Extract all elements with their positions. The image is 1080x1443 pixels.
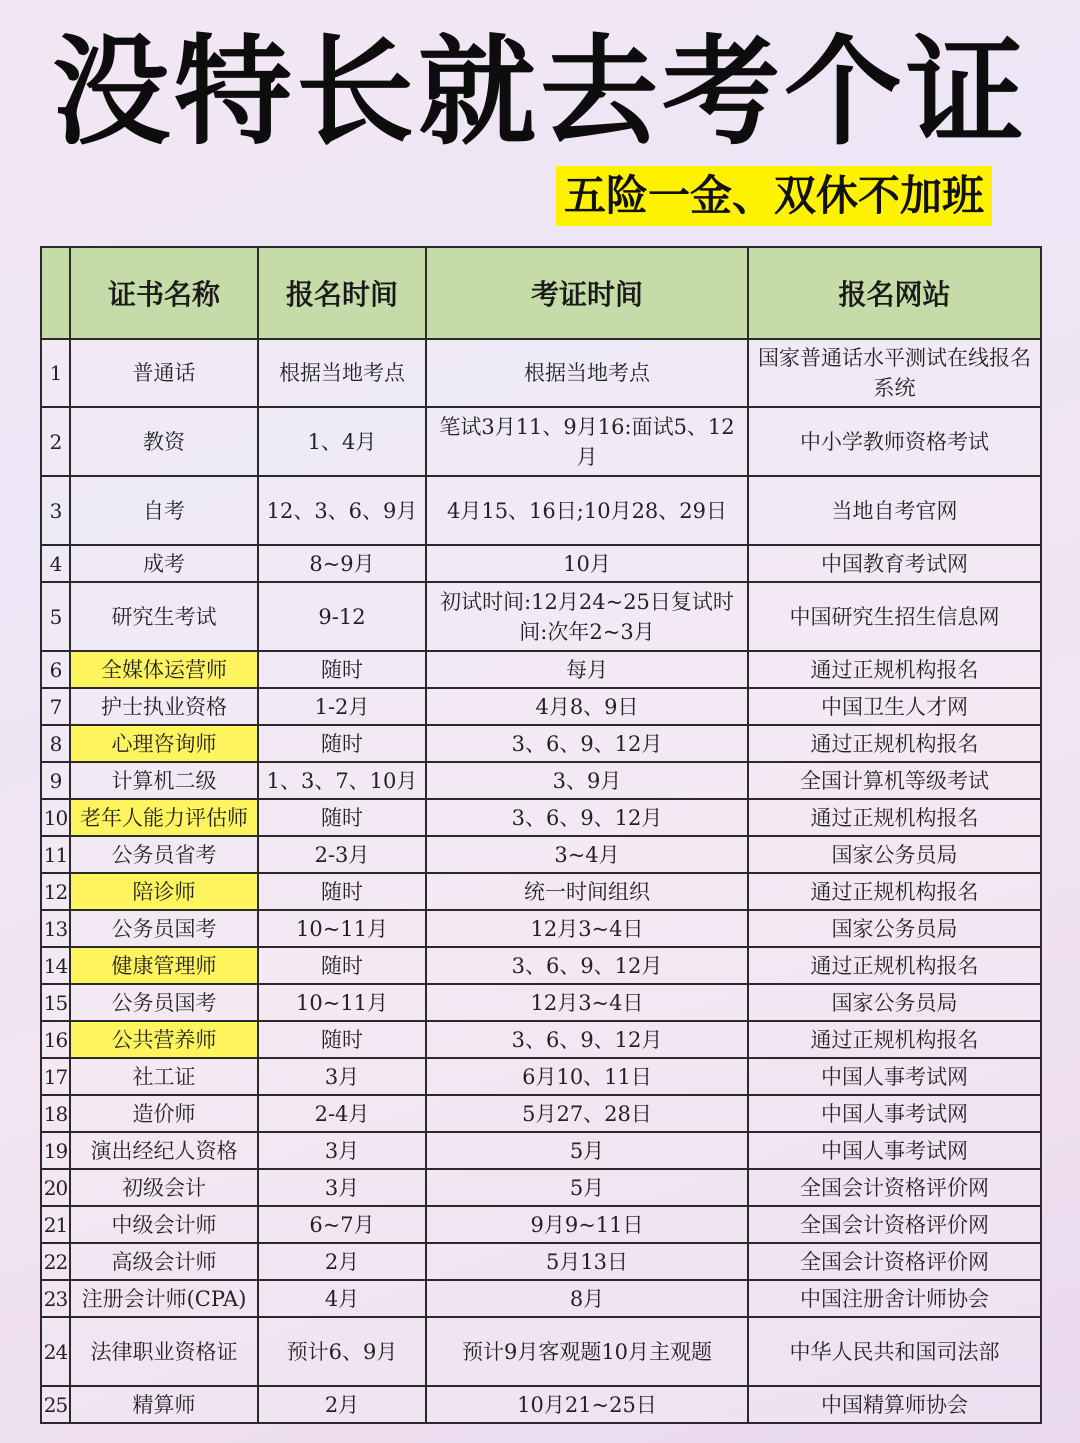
cert-name-cell: 研究生考试: [70, 582, 258, 651]
register-time-cell: 10~11月: [258, 984, 426, 1021]
header-number: [41, 247, 70, 339]
register-time-cell: 随时: [258, 947, 426, 984]
exam-time-cell: 笔试3月11、9月16:面试5、12月: [426, 407, 748, 476]
register-site-cell: 全国会计资格评价网: [748, 1169, 1041, 1206]
table-row: [41, 984, 1041, 1021]
row-number: 16: [41, 1021, 70, 1058]
exam-time-cell: 3、6、9、12月: [426, 947, 748, 984]
cert-name-cell: 精算师: [70, 1386, 258, 1423]
exam-time-cell: 8月: [426, 1280, 748, 1317]
table-row: [41, 1095, 1041, 1132]
exam-time-cell: 3、6、9、12月: [426, 799, 748, 836]
register-site-cell: 全国会计资格评价网: [748, 1206, 1041, 1243]
cert-name-cell: 演出经纪人资格: [70, 1132, 258, 1169]
exam-time-cell: 9月9~11日: [426, 1206, 748, 1243]
cert-name-cell: 中级会计师: [70, 1206, 258, 1243]
register-site-cell: 通过正规机构报名: [748, 725, 1041, 762]
cert-name-cell: 公务员国考: [70, 910, 258, 947]
exam-time-cell: 每月: [426, 651, 748, 688]
register-time-cell: 根据当地考点: [258, 339, 426, 407]
exam-time-cell: 4月15、16日;10月28、29日: [426, 476, 748, 545]
header-register-site: 报名网站: [748, 247, 1041, 339]
register-time-cell: 12、3、6、9月: [258, 476, 426, 545]
register-site-cell: 通过正规机构报名: [748, 651, 1041, 688]
cert-name-cell: 全媒体运营师: [70, 651, 258, 688]
register-site-cell: 通过正规机构报名: [748, 1021, 1041, 1058]
register-time-cell: 随时: [258, 1021, 426, 1058]
header-register-time: 报名时间: [258, 247, 426, 339]
table-row: [41, 873, 1041, 910]
cert-name-cell: 法律职业资格证: [70, 1317, 258, 1386]
row-number: 15: [41, 984, 70, 1021]
row-number: 12: [41, 873, 70, 910]
cert-name-cell: 护士执业资格: [70, 688, 258, 725]
row-number: 24: [41, 1317, 70, 1386]
table-header-row: [41, 247, 1041, 339]
register-time-cell: 8~9月: [258, 545, 426, 582]
table-row: [41, 1132, 1041, 1169]
row-number: 19: [41, 1132, 70, 1169]
row-number: 21: [41, 1206, 70, 1243]
register-site-cell: 中国人事考试网: [748, 1132, 1041, 1169]
register-time-cell: 随时: [258, 725, 426, 762]
exam-time-cell: 3~4月: [426, 836, 748, 873]
register-time-cell: 3月: [258, 1058, 426, 1095]
table-row: [41, 1386, 1041, 1423]
register-site-cell: 国家公务员局: [748, 910, 1041, 947]
cert-name-cell: 健康管理师: [70, 947, 258, 984]
cert-name-cell: 社工证: [70, 1058, 258, 1095]
row-number: 22: [41, 1243, 70, 1280]
cert-name-cell: 自考: [70, 476, 258, 545]
register-site-cell: 通过正规机构报名: [748, 873, 1041, 910]
cert-name-cell: 心理咨询师: [70, 725, 258, 762]
register-time-cell: 2-3月: [258, 836, 426, 873]
register-site-cell: 全国计算机等级考试: [748, 762, 1041, 799]
exam-time-cell: 12月3~4日: [426, 984, 748, 1021]
register-site-cell: 中国注册舍计师协会: [748, 1280, 1041, 1317]
header-exam-time: 考证时间: [426, 247, 748, 339]
row-number: 18: [41, 1095, 70, 1132]
exam-time-cell: 12月3~4日: [426, 910, 748, 947]
table-row: [41, 1206, 1041, 1243]
exam-time-cell: 预计9月客观题10月主观题: [426, 1317, 748, 1386]
cert-name-cell: 计算机二级: [70, 762, 258, 799]
exam-time-cell: 6月10、11日: [426, 1058, 748, 1095]
register-time-cell: 4月: [258, 1280, 426, 1317]
table-row: [41, 1021, 1041, 1058]
row-number: 8: [41, 725, 70, 762]
row-number: 13: [41, 910, 70, 947]
register-time-cell: 随时: [258, 799, 426, 836]
register-time-cell: 9-12: [258, 582, 426, 651]
register-site-cell: 中国卫生人才网: [748, 688, 1041, 725]
table-row: [41, 947, 1041, 984]
table-row: [41, 476, 1041, 545]
register-time-cell: 3月: [258, 1169, 426, 1206]
register-site-cell: 中国人事考试网: [748, 1058, 1041, 1095]
cert-name-cell: 公务员国考: [70, 984, 258, 1021]
register-site-cell: 通过正规机构报名: [748, 799, 1041, 836]
row-number: 17: [41, 1058, 70, 1095]
cert-name-cell: 教资: [70, 407, 258, 476]
row-number: 11: [41, 836, 70, 873]
row-number: 20: [41, 1169, 70, 1206]
register-site-cell: 中国教育考试网: [748, 545, 1041, 582]
register-site-cell: 中国人事考试网: [748, 1095, 1041, 1132]
register-time-cell: 1-2月: [258, 688, 426, 725]
exam-time-cell: 5月: [426, 1169, 748, 1206]
exam-time-cell: 初试时间:12月24~25日复试时间:次年2~3月: [426, 582, 748, 651]
row-number: 9: [41, 762, 70, 799]
table-body: [41, 339, 1041, 1423]
table-row: [41, 1058, 1041, 1095]
page-title: 没特长就去考个证: [51, 23, 1028, 161]
register-time-cell: 6~7月: [258, 1206, 426, 1243]
cert-name-cell: 初级会计: [70, 1169, 258, 1206]
exam-time-cell: 3、9月: [426, 762, 748, 799]
exam-time-cell: 4月8、9日: [426, 688, 748, 725]
register-site-cell: 中小学教师资格考试: [748, 407, 1041, 476]
register-site-cell: 当地自考官网: [748, 476, 1041, 545]
table-row: [41, 1317, 1041, 1386]
table-row: [41, 651, 1041, 688]
exam-time-cell: 3、6、9、12月: [426, 1021, 748, 1058]
table-row: [41, 799, 1041, 836]
register-time-cell: 3月: [258, 1132, 426, 1169]
row-number: 23: [41, 1280, 70, 1317]
register-site-cell: 国家公务员局: [748, 836, 1041, 873]
row-number: 4: [41, 545, 70, 582]
register-site-cell: 国家普通话水平测试在线报名系统: [748, 339, 1041, 407]
cert-name-cell: 普通话: [70, 339, 258, 407]
register-time-cell: 2-4月: [258, 1095, 426, 1132]
table-row: [41, 339, 1041, 407]
register-site-cell: 中国研究生招生信息网: [748, 582, 1041, 651]
table-row: [41, 836, 1041, 873]
exam-time-cell: 10月21~25日: [426, 1386, 748, 1423]
register-time-cell: 1、4月: [258, 407, 426, 476]
register-time-cell: 预计6、9月: [258, 1317, 426, 1386]
cert-name-cell: 陪诊师: [70, 873, 258, 910]
row-number: 7: [41, 688, 70, 725]
row-number: 10: [41, 799, 70, 836]
cert-name-cell: 注册会计师(CPA): [70, 1280, 258, 1317]
exam-time-cell: 3、6、9、12月: [426, 725, 748, 762]
table-row: [41, 545, 1041, 582]
row-number: 3: [41, 476, 70, 545]
cert-name-cell: 公共营养师: [70, 1021, 258, 1058]
cert-name-cell: 成考: [70, 545, 258, 582]
cert-name-cell: 公务员省考: [70, 836, 258, 873]
register-time-cell: 1、3、7、10月: [258, 762, 426, 799]
register-site-cell: 通过正规机构报名: [748, 947, 1041, 984]
table-row: [41, 688, 1041, 725]
table-row: [41, 725, 1041, 762]
cert-name-cell: 高级会计师: [70, 1243, 258, 1280]
register-site-cell: 国家公务员局: [748, 984, 1041, 1021]
table-row: [41, 910, 1041, 947]
subtitle-badge: 五险一金、双休不加班: [556, 166, 992, 226]
row-number: 2: [41, 407, 70, 476]
exam-time-cell: 5月: [426, 1132, 748, 1169]
table-row: [41, 1243, 1041, 1280]
table-row: [41, 1280, 1041, 1317]
register-time-cell: 随时: [258, 651, 426, 688]
register-site-cell: 中国精算师协会: [748, 1386, 1041, 1423]
cert-name-cell: 造价师: [70, 1095, 258, 1132]
table-row: [41, 407, 1041, 476]
register-time-cell: 2月: [258, 1386, 426, 1423]
register-time-cell: 2月: [258, 1243, 426, 1280]
row-number: 1: [41, 339, 70, 407]
exam-time-cell: 根据当地考点: [426, 339, 748, 407]
register-time-cell: 随时: [258, 873, 426, 910]
row-number: 25: [41, 1386, 70, 1423]
table-row: [41, 762, 1041, 799]
register-site-cell: 全国会计资格评价网: [748, 1243, 1041, 1280]
table-row: [41, 1169, 1041, 1206]
header-cert-name: 证书名称: [70, 247, 258, 339]
table-row: [41, 582, 1041, 651]
exam-time-cell: 5月27、28日: [426, 1095, 748, 1132]
exam-time-cell: 5月13日: [426, 1243, 748, 1280]
exam-time-cell: 统一时间组织: [426, 873, 748, 910]
row-number: 5: [41, 582, 70, 651]
row-number: 14: [41, 947, 70, 984]
register-time-cell: 10~11月: [258, 910, 426, 947]
row-number: 6: [41, 651, 70, 688]
exam-time-cell: 10月: [426, 545, 748, 582]
cert-name-cell: 老年人能力评估师: [70, 799, 258, 836]
register-site-cell: 中华人民共和国司法部: [748, 1317, 1041, 1386]
certificate-table: [40, 246, 1042, 1424]
